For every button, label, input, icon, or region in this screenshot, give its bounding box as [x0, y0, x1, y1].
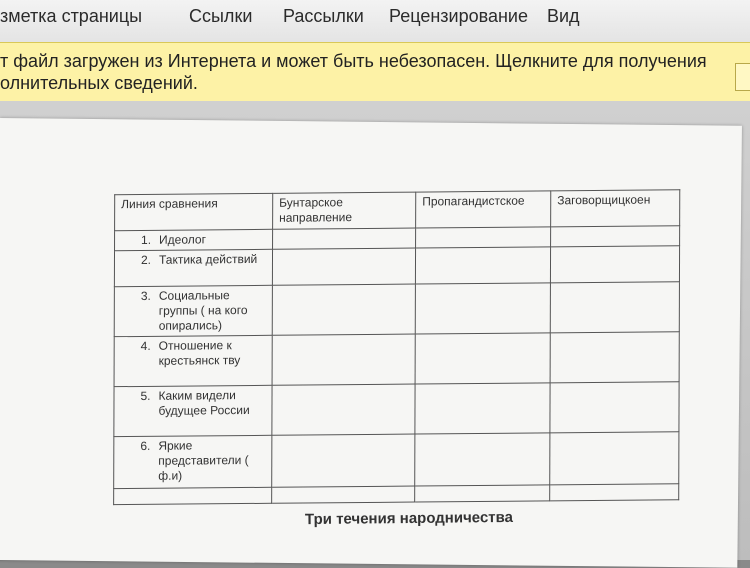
table-row	[114, 332, 679, 387]
row-label: Социальные группы ( на кого опирались)	[158, 288, 248, 333]
table-row	[114, 282, 679, 337]
table-cell[interactable]	[272, 384, 415, 435]
table-cell[interactable]	[272, 248, 415, 285]
table-cell[interactable]	[550, 432, 679, 485]
table-cell[interactable]	[551, 226, 680, 247]
table-cell[interactable]	[272, 434, 415, 487]
table-cell[interactable]	[415, 485, 550, 502]
tab-view[interactable]: Вид	[547, 6, 580, 26]
tab-mailings[interactable]: Рассылки	[283, 6, 364, 26]
ribbon-tab-bar	[0, 0, 750, 42]
table-row	[114, 432, 679, 489]
warning-message-line2[interactable]: олнительных сведений.	[0, 73, 198, 93]
row-number: 4.	[140, 338, 151, 353]
table-cell[interactable]	[415, 333, 550, 384]
row-label: Каким видели будущее России	[158, 388, 250, 418]
row-label: Идеолог	[159, 232, 207, 247]
tab-references[interactable]: Ссылки	[189, 6, 253, 26]
table-cell[interactable]	[415, 283, 550, 334]
table-cell[interactable]	[550, 382, 679, 433]
document-page[interactable]	[0, 118, 742, 568]
table-row	[114, 382, 679, 437]
table-header-row	[115, 190, 680, 231]
row-label-cell[interactable]	[114, 435, 272, 488]
header-cell[interactable]: Бунтарское направление	[273, 192, 416, 229]
row-number: 6.	[140, 438, 151, 453]
row-number: 1.	[141, 232, 152, 247]
row-label-cell[interactable]	[114, 335, 272, 386]
row-label-cell[interactable]	[114, 285, 272, 336]
protected-view-bar[interactable]	[0, 42, 750, 102]
table-cell[interactable]	[416, 227, 551, 248]
row-number: 5.	[140, 388, 151, 403]
warning-message-line1[interactable]: т файл загружен из Интернета и может быть небезопасен. Щелкните для получения	[0, 51, 707, 71]
table-cell[interactable]	[550, 282, 679, 333]
row-label: Тактика действий	[158, 251, 258, 267]
table-row	[114, 246, 679, 287]
row-number: 2.	[140, 252, 152, 267]
close-warning-button[interactable]	[735, 63, 750, 91]
header-cell[interactable]: Линия сравнения	[115, 193, 273, 230]
row-number: 3.	[140, 288, 151, 303]
row-label: Яркие представители ( ф.и)	[158, 438, 249, 483]
table-cell[interactable]	[272, 334, 415, 385]
table-cell[interactable]	[415, 433, 550, 486]
row-label-cell[interactable]	[114, 249, 272, 286]
comparison-table	[113, 189, 679, 504]
table-cell[interactable]	[415, 247, 550, 284]
table-cell[interactable]	[415, 383, 550, 434]
row-label: Отношение к крестьянск тву	[158, 338, 241, 368]
header-cell[interactable]: Пропагандистское	[416, 191, 551, 228]
row-label-cell[interactable]	[115, 229, 273, 250]
header-cell[interactable]: Заговорщицкоен	[551, 190, 680, 227]
table-cell[interactable]	[550, 246, 679, 283]
table-cell[interactable]	[272, 486, 415, 503]
table-cell[interactable]	[114, 487, 272, 504]
table-cell[interactable]	[273, 228, 416, 249]
table-cell[interactable]	[550, 484, 679, 501]
table-cell[interactable]	[272, 284, 415, 335]
tab-page-layout[interactable]: зметка страницы	[0, 6, 143, 26]
tab-review[interactable]: Рецензирование	[389, 6, 528, 26]
table-cell[interactable]	[550, 332, 679, 383]
row-label-cell[interactable]	[114, 385, 272, 436]
document-caption: Три течения народничества	[304, 508, 514, 529]
